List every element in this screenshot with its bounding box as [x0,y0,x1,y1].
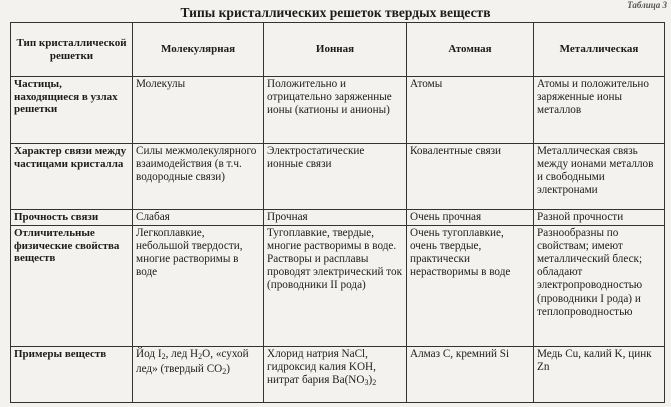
cell-molecular: Легкоплавкие, небольшой твердости, многие растворимы в воде [133,226,264,347]
table-row [11,77,665,144]
table-row [11,144,665,210]
cell-atomic: Алмаз C, кремний Si [407,347,534,403]
row-label: Прочность связи [11,210,133,226]
cell-metallic: Медь Cu, калий K, цинк Zn [534,347,665,403]
cell-molecular: Молекулы [133,77,264,144]
row-label: Примеры веществ [11,347,133,403]
header-atomic: Атомная [407,23,534,77]
cell-atomic: Атомы [407,77,534,144]
cell-metallic: Металлическая связь между ионами металлов и свободными электронами [534,144,665,210]
header-molecular: Молекулярная [133,23,264,77]
header-ionic: Ионная [264,23,407,77]
cell-metallic: Разнообразны по свойствам; имеют металлический блеск; обладают электропроводностью (проводники I рода) и теплопроводностью [534,226,665,347]
row-label: Характер связи между частицами кристалла [11,144,133,210]
cell-atomic: Очень тугоплавкие, очень твердые, практически нерастворимы в воде [407,226,534,347]
header-metallic: Металлическая [534,23,665,77]
cell-molecular: Слабая [133,210,264,226]
cell-ionic: Положительно и отрицательно заряженные ионы (катионы и анионы) [264,77,407,144]
header-lattice-type: Тип кристаллической решетки [11,23,133,77]
cell-atomic: Ковалентные связи [407,144,534,210]
cell-molecular: Силы межмолекулярного взаимодействия (в т.ч. водородные связи) [133,144,264,210]
row-label: Отличительные физические свойства веществ [11,226,133,347]
table-row [11,210,665,226]
cell-molecular: Йод $I_2$, лед $H_2O$, «сухой лед» (твердый $CO_2$) [133,347,264,403]
table-number-label: Таблица 3 [627,0,667,10]
cell-metallic: Атомы и положительно заряженные ионы металлов [534,77,665,144]
crystal-lattice-table [10,22,665,403]
cell-ionic: Тугоплавкие, твердые, многие растворимы в воде. Растворы и расплавы проводят электрический ток (проводники II рода) [264,226,407,347]
table-header-row [11,23,665,77]
row-label: Частицы, находящиеся в узлах решетки [11,77,133,144]
cell-atomic: Очень прочная [407,210,534,226]
page-title: Типы кристаллических решеток твердых веществ [180,5,491,20]
cell-ionic: Хлорид натрия NaCl, гидроксид калия KOH, нитрат бария $Ba(NO_3)_2$ [264,347,407,403]
cell-metallic: Разной прочности [534,210,665,226]
table-row [11,347,665,403]
cell-ionic: Электростатические ионные связи [264,144,407,210]
cell-ionic: Прочная [264,210,407,226]
table-row [11,226,665,347]
